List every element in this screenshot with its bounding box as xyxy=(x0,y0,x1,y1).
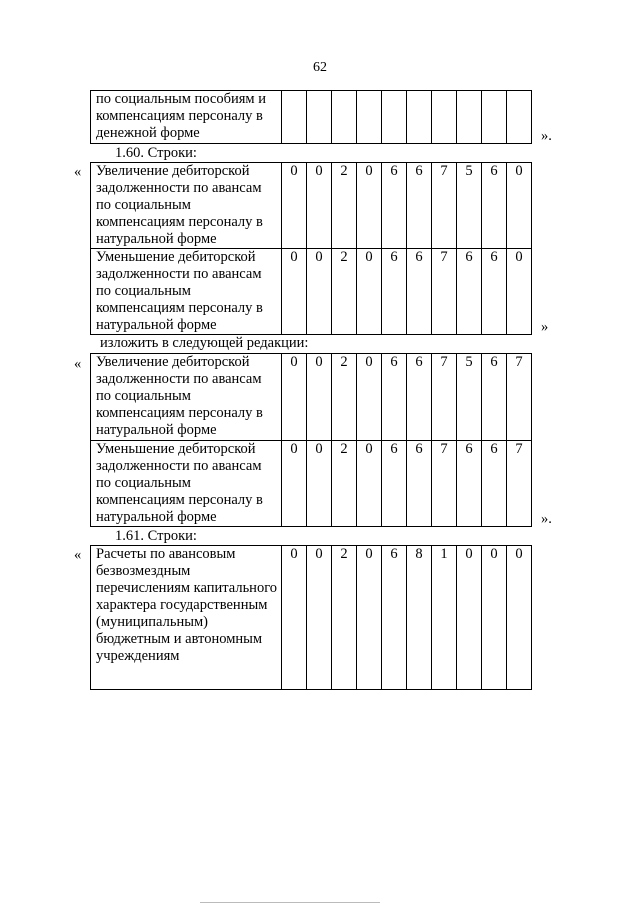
row-description: Расчеты по авансовым безвозмездным перечислениям капитального характера государственным (муниципальным) бюджетным и автономным учреждениям xyxy=(91,546,282,690)
replace-instruction: изложить в следующей редакции: xyxy=(100,335,309,351)
code-digit: 6 xyxy=(382,354,407,441)
continuation-table xyxy=(90,90,532,144)
code-digit: 6 xyxy=(457,441,482,527)
section-heading-1-60: 1.60. Строки: xyxy=(115,145,197,161)
code-digit: 7 xyxy=(432,354,457,441)
code-digit: 0 xyxy=(357,249,382,335)
code-digit: 2 xyxy=(332,354,357,441)
code-digit: 8 xyxy=(407,546,432,690)
code-digit: 2 xyxy=(332,546,357,690)
footer-divider xyxy=(200,902,380,903)
code-digit: 0 xyxy=(307,163,332,249)
code-digit: 6 xyxy=(407,441,432,527)
code-digit: 7 xyxy=(432,249,457,335)
code-digit: 6 xyxy=(382,546,407,690)
row-description: Уменьшение дебиторской задолженности по авансам по социальным компенсациям персоналу в натуральной форме xyxy=(91,441,282,527)
table-row xyxy=(91,546,532,690)
code-digit xyxy=(507,91,532,144)
code-digit: 0 xyxy=(307,546,332,690)
page-number: 62 xyxy=(313,60,327,75)
code-digit: 0 xyxy=(307,354,332,441)
table-row xyxy=(91,249,532,335)
code-digit: 0 xyxy=(482,546,507,690)
code-digit: 7 xyxy=(507,441,532,527)
code-digit: 5 xyxy=(457,163,482,249)
code-digit xyxy=(407,91,432,144)
code-digit xyxy=(382,91,407,144)
closing-quote: ». xyxy=(541,128,552,144)
code-digit: 0 xyxy=(357,546,382,690)
code-digit: 0 xyxy=(507,163,532,249)
section-heading-1-61: 1.61. Строки: xyxy=(115,528,197,544)
code-digit: 0 xyxy=(507,546,532,690)
code-digit: 6 xyxy=(482,249,507,335)
code-digit: 0 xyxy=(282,163,307,249)
code-digit: 1 xyxy=(432,546,457,690)
row-description: по социальным пособиям и компенсациям персоналу в денежной форме xyxy=(91,91,282,144)
code-digit xyxy=(432,91,457,144)
table-row xyxy=(91,91,532,144)
code-digit: 6 xyxy=(382,441,407,527)
table-row xyxy=(91,354,532,441)
code-digit: 0 xyxy=(357,441,382,527)
opening-quote: « xyxy=(74,356,82,372)
code-digit: 6 xyxy=(382,163,407,249)
code-digit: 5 xyxy=(457,354,482,441)
code-digit: 0 xyxy=(307,249,332,335)
code-digit: 0 xyxy=(457,546,482,690)
code-digit: 0 xyxy=(307,441,332,527)
new-rows-table xyxy=(90,353,532,527)
opening-quote: « xyxy=(74,164,82,180)
code-digit xyxy=(282,91,307,144)
opening-quote: « xyxy=(74,547,82,563)
code-digit: 6 xyxy=(482,354,507,441)
old-rows-table xyxy=(90,162,532,335)
code-digit: 2 xyxy=(332,163,357,249)
table-row xyxy=(91,163,532,249)
code-digit: 0 xyxy=(357,354,382,441)
code-digit xyxy=(482,91,507,144)
code-digit: 7 xyxy=(432,441,457,527)
code-digit: 0 xyxy=(507,249,532,335)
code-digit: 6 xyxy=(407,163,432,249)
section-1-61-table xyxy=(90,545,532,690)
code-digit: 0 xyxy=(282,354,307,441)
code-digit: 6 xyxy=(482,441,507,527)
code-digit xyxy=(457,91,482,144)
code-digit: 6 xyxy=(407,354,432,441)
code-digit: 6 xyxy=(382,249,407,335)
row-description: Увеличение дебиторской задолженности по авансам по социальным компенсациям персоналу в натуральной форме xyxy=(91,163,282,249)
row-description: Увеличение дебиторской задолженности по авансам по социальным компенсациям персоналу в натуральной форме xyxy=(91,354,282,441)
code-digit xyxy=(307,91,332,144)
row-description: Уменьшение дебиторской задолженности по авансам по социальным компенсациям персоналу в натуральной форме xyxy=(91,249,282,335)
code-digit: 2 xyxy=(332,249,357,335)
code-digit: 6 xyxy=(407,249,432,335)
code-digit: 0 xyxy=(282,249,307,335)
code-digit: 6 xyxy=(482,163,507,249)
code-digit: 7 xyxy=(507,354,532,441)
code-digit: 0 xyxy=(282,546,307,690)
code-digit: 0 xyxy=(282,441,307,527)
code-digit xyxy=(357,91,382,144)
code-digit xyxy=(332,91,357,144)
closing-quote: ». xyxy=(541,511,552,527)
closing-quote: » xyxy=(541,319,549,335)
code-digit: 6 xyxy=(457,249,482,335)
table-row xyxy=(91,441,532,527)
code-digit: 7 xyxy=(432,163,457,249)
code-digit: 2 xyxy=(332,441,357,527)
code-digit: 0 xyxy=(357,163,382,249)
